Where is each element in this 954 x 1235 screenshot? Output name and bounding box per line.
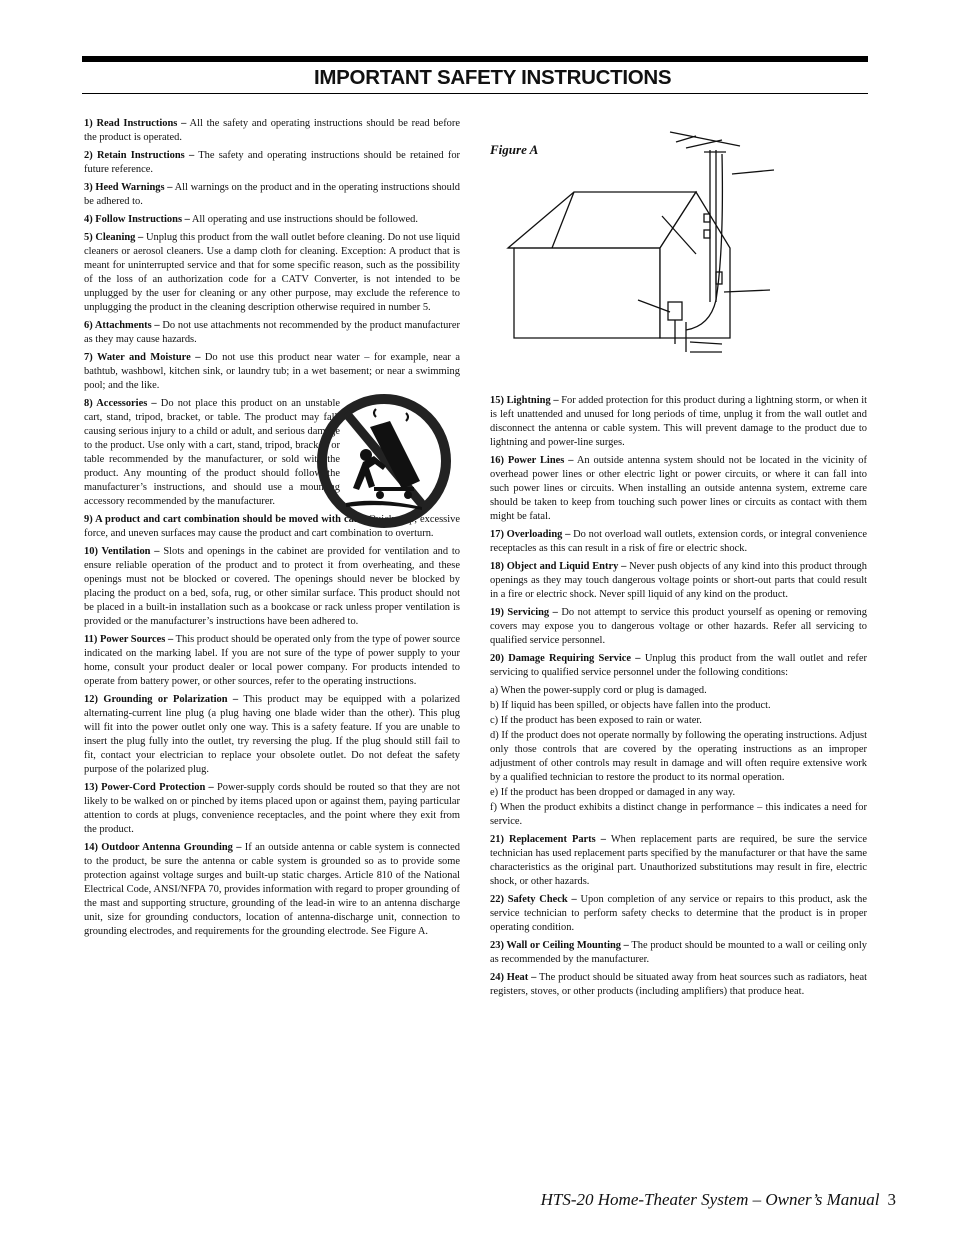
item-heading: 20) Damage Requiring Service – bbox=[490, 653, 641, 664]
item-attachments bbox=[84, 319, 460, 347]
item-text: Upon completion of any service or repairs to this product, ask the service technician to perform safety checks to determine that the product is in proper operating condition. bbox=[490, 894, 868, 933]
subitem-text: If liquid has been spilled, or objects have fallen into the product. bbox=[498, 700, 771, 711]
item-text: Do not overload wall outlets, extension cords, or integral convenience receptacles as this can result in a risk of fire or electric shock. bbox=[490, 529, 867, 554]
subitem-a bbox=[490, 684, 867, 698]
item-heading: 17) Overloading – bbox=[490, 529, 571, 540]
item-text: Slots and openings in the cabinet are provided for ventilation and to ensure reliable operation of the product and to protect it from overheating, and these openings must not be blocked or covered. The openings should never be blocked by placing the product on a bed, sofa, rug, or other similar surface. This product should not be placed in a built-in installation such as a bookcase or rack unless proper ventilation is provided or the manufacturer’s instructions have been adhered to. bbox=[84, 546, 460, 627]
subitem-d bbox=[490, 729, 867, 785]
item-water-moisture bbox=[84, 351, 460, 393]
item-heading: 19) Servicing – bbox=[490, 607, 558, 618]
item-heading: 23) Wall or Ceiling Mounting – bbox=[490, 940, 629, 951]
item-heading: 12) Grounding or Polarization – bbox=[84, 694, 239, 705]
subitem-c bbox=[490, 714, 867, 728]
subitem-letter: b) bbox=[490, 700, 499, 711]
subitem-e bbox=[490, 786, 867, 800]
item-accessories bbox=[84, 397, 340, 509]
item-text: Do not use attachments not recommended by the product manufacturer as they may cause hazards. bbox=[84, 320, 460, 345]
item-text: Do not use this product near water – for example, near a bathtub, washbowl, kitchen sink, or laundry tub; in a wet basement; or near a swimming pool; and the like. bbox=[84, 352, 460, 391]
item-retain-instructions bbox=[84, 149, 460, 177]
item-text: Quick stop, excessive force, and uneven surfaces may cause the product and cart combination to overturn. bbox=[84, 514, 460, 539]
figure-a bbox=[490, 130, 870, 360]
accessories-block bbox=[84, 397, 460, 541]
item-heat bbox=[490, 971, 867, 999]
item-heading: 18) Object and Liquid Entry – bbox=[490, 561, 627, 572]
item-text: An outside antenna system should not be located in the vicinity of overhead power lines or other electric light or power circuits, or where it can fall into such power lines or circuits. When installing an outside antenna system, extreme care should be taken to keep from touching such power lines or circuits as contact with them might be fatal. bbox=[490, 455, 867, 522]
subitem-letter: c) bbox=[490, 715, 499, 726]
item-heading: 4) Follow Instructions – bbox=[84, 214, 190, 225]
item-follow-instructions bbox=[84, 213, 460, 227]
item-cleaning bbox=[84, 231, 460, 315]
item-damage-requiring-service bbox=[490, 652, 867, 680]
item-text: Do not attempt to service this product yourself as opening or removing covers may expose you to dangerous voltage or other hazards. Refer all servicing to qualified service personnel. bbox=[490, 607, 867, 646]
subitem-b bbox=[490, 699, 867, 713]
item-text: Never push objects of any kind into this product through openings as they may touch dangerous voltage points or short-out parts that could result in a fire or electric shock. Never spill liquid of any kind on the product. bbox=[490, 561, 867, 600]
subitem-text: If the product has been dropped or damaged in any way. bbox=[498, 787, 736, 798]
item-heading: 10) Ventilation – bbox=[84, 546, 160, 557]
item-heading: 21) Replacement Parts – bbox=[490, 834, 606, 845]
item-lightning bbox=[490, 394, 867, 450]
item-heading: 3) Heed Warnings – bbox=[84, 182, 173, 193]
item-object-liquid-entry bbox=[490, 560, 867, 602]
item-safety-check bbox=[490, 893, 867, 935]
item-power-lines bbox=[490, 454, 867, 524]
item-heading: 2) Retain Instructions – bbox=[84, 150, 195, 161]
item-text: This product may be equipped with a polarized alternating-current line plug (a plug having one blade wider than the other). This plug will fit into the power outlet only one way. This is a safety feature. If you are unable to insert the plug fully into the outlet, try reversing the plug. If the plug should still fail to fit, contact your electrician to replace your obsolete outlet. Do not defeat the safety purpose of the polarized plug. bbox=[84, 694, 460, 775]
subitem-text: When the power-supply cord or plug is damaged. bbox=[498, 685, 707, 696]
page-title: IMPORTANT SAFETY INSTRUCTIONS bbox=[82, 64, 868, 94]
item-heading: 13) Power-Cord Protection – bbox=[84, 782, 214, 793]
item-heading: 6) Attachments – bbox=[84, 320, 160, 331]
item-power-cord-protection bbox=[84, 781, 460, 837]
item-heading: 7) Water and Moisture – bbox=[84, 352, 201, 363]
item-read-instructions bbox=[84, 117, 460, 145]
page-footer bbox=[541, 1190, 896, 1210]
item-heading: 16) Power Lines – bbox=[490, 455, 574, 466]
item-heading: 9) A product and cart combination should be moved with care. bbox=[84, 514, 366, 525]
figure-label: Figure A bbox=[490, 142, 539, 157]
item-text: Do not place this product on an unstable cart, stand, tripod, bracket, or table. The product may fall, causing serious injury to a child or adult, and serious damage to the product. Use only with a cart, stand, tripod, bracket, or table recommended by the manufacturer, or sold with the product. Any mounting of the product should follow the manufacturer’s instructions, and should use a mounting accessory recommended by the manufacturer. bbox=[84, 398, 341, 507]
item-heading: 22) Safety Check – bbox=[490, 894, 577, 905]
subitem-f bbox=[490, 801, 867, 829]
item-overloading bbox=[490, 528, 867, 556]
item-text: The product should be situated away from heat sources such as radiators, heat registers, stoves, or other products (including amplifiers) that produce heat. bbox=[490, 972, 867, 997]
item-text: All operating and use instructions should be followed. bbox=[189, 214, 418, 225]
antenna-grounding-diagram bbox=[490, 130, 870, 360]
page-number: 3 bbox=[887, 1190, 896, 1209]
subitem-letter: d) bbox=[490, 730, 499, 741]
title-rule bbox=[82, 56, 868, 62]
item-text: The product should be mounted to a wall or ceiling only as recommended by the manufacturer. bbox=[490, 940, 867, 965]
item-text: All warnings on the product and in the operating instructions should be adhered to. bbox=[84, 182, 460, 207]
left-column bbox=[84, 117, 460, 943]
item-grounding-polarization bbox=[84, 693, 460, 777]
item-wall-ceiling-mounting bbox=[490, 939, 867, 967]
manual-title: HTS-20 Home-Theater System – Owner’s Manual bbox=[540, 1190, 880, 1209]
item-text: The safety and operating instructions should be retained for future reference. bbox=[84, 150, 461, 175]
item-ventilation bbox=[84, 545, 460, 629]
subitem-text: If the product does not operate normally by following the operating instructions. Adjust only those controls that are covered by the operating instructions as an improper adjustment of other controls may result in damage and will often require extensive work by a qualified technician to restore the product to its normal operation. bbox=[490, 730, 867, 783]
item-replacement-parts bbox=[490, 833, 867, 889]
item-text: If an outside antenna or cable system is connected to the product, be sure the antenna or cable system is grounded so as to provide some protection against voltage surges and built-up static charges. Article 810 of the National Electrical Code, ANSI/NFPA 70, provides information with regard to proper grounding of the mast and supporting structure, grounding of the lead-in wire to an antenna discharge unit, size for grounding conductors, location of antenna-discharge unit, connection to grounding electrodes, and requirements for the grounding electrode. See Figure A. bbox=[84, 842, 460, 937]
item-text: For added protection for this product during a lightning storm, or when it is left unattended and unused for long periods of time, unplug it from the wall outlet and disconnect the antenna or cable system. This will prevent damage to the product due to lightning and power-line surges. bbox=[490, 395, 867, 448]
item-heading: 5) Cleaning – bbox=[84, 232, 144, 243]
item-text: This product should be operated only from the type of power source indicated on the marking label. If you are not sure of the type of power supply to your home, consult your product dealer or local power company. For products intended to operate from battery power, or other sources, refer to the operating instructions. bbox=[84, 634, 460, 687]
item-power-sources bbox=[84, 633, 460, 689]
item-heading: 11) Power Sources – bbox=[84, 634, 174, 645]
item-servicing bbox=[490, 606, 867, 648]
item-heading: 24) Heat – bbox=[490, 972, 537, 983]
no-cart-tipping-icon bbox=[314, 391, 454, 531]
item-text: Unplug this product from the wall outlet and refer servicing to qualified service personnel under the following conditions: bbox=[490, 653, 868, 678]
subitem-text: If the product has been exposed to rain or water. bbox=[498, 715, 702, 726]
item-outdoor-antenna-grounding bbox=[84, 841, 460, 939]
item-heading: 8) Accessories – bbox=[84, 398, 157, 409]
item-text: Power-supply cords should be routed so that they are not likely to be walked on or pinched by items placed upon or against them, paying particular attention to cords at plugs, convenience receptacles, and the point where they exit from the product. bbox=[84, 782, 460, 835]
item-text: Unplug this product from the wall outlet before cleaning. Do not use liquid cleaners or aerosol cleaners. Use a damp cloth for cleaning. Exception: A product that is meant for uninterrupted service and that for some specific reason, such as the possibility of the loss of an authorization code for a CATV Converter, is not intended to be unplugged by the user for cleaning or any other purpose, may exclude the reference to unplugging the product in the cleaning description otherwise required in number 5. bbox=[84, 232, 460, 313]
item-heading: 15) Lightning – bbox=[490, 395, 559, 406]
item-heed-warnings bbox=[84, 181, 460, 209]
subitem-letter: a) bbox=[490, 685, 499, 696]
item-text: When replacement parts are required, be sure the service technician has used replacement parts specified by the manufacturer or that have the same characteristics as the original part. Unauthorized substitutions may result in fire, electric shock, or other hazards. bbox=[490, 834, 867, 887]
subitem-text: When the product exhibits a distinct change in performance – this indicates a need for service. bbox=[490, 802, 867, 827]
item-heading: 1) Read Instructions – bbox=[84, 118, 187, 129]
item-text: All the safety and operating instructions should be read before the product is operated. bbox=[84, 118, 460, 143]
right-column bbox=[490, 394, 867, 1003]
subitem-letter: f) bbox=[490, 802, 497, 813]
item-heading: 14) Outdoor Antenna Grounding – bbox=[84, 842, 242, 853]
subitem-letter: e) bbox=[490, 787, 499, 798]
